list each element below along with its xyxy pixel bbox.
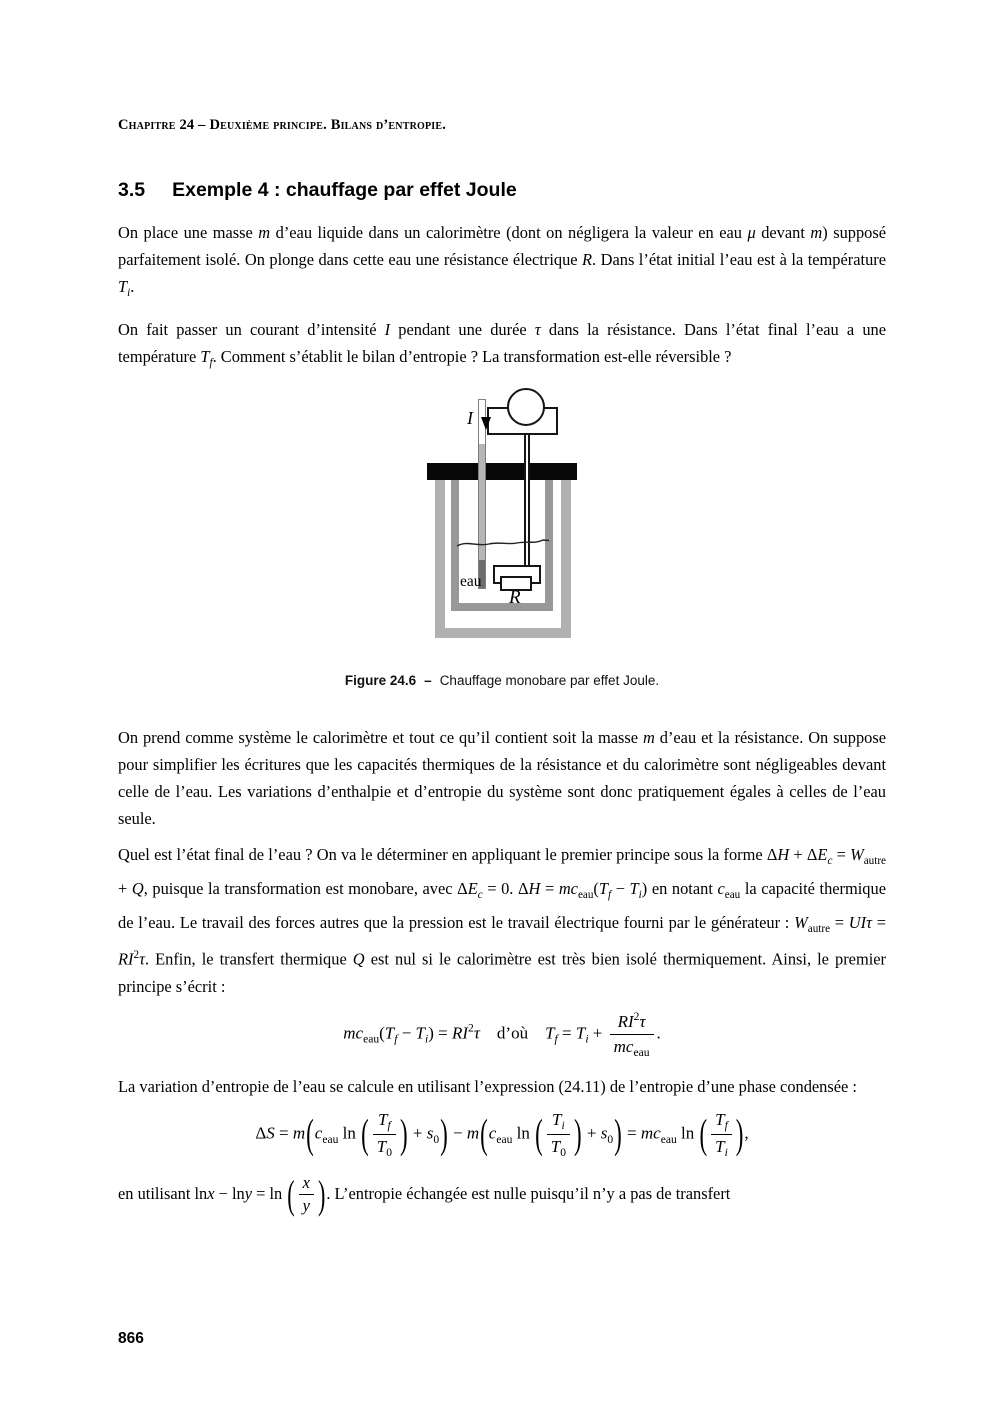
section-number: 3.5 [118, 179, 146, 201]
calorimeter-lid [427, 463, 577, 480]
water-label: eau [460, 572, 482, 590]
paragraph-system: On prend comme système le calorimètre et tout ce qu’il contient soit la masse m d’eau et la résistance. On suppose pour simplifier les écritures que les capacités thermiques de la résistance et du calorimètre sont négligeables devant celle de l’eau. Les variations d’enthalpie et d’entropie du système sont donc pratiquement égales à celles de l’eau seule. [118, 727, 886, 828]
running-header: Chapitre 24 – Deuxième principe. Bilans d’entropie. [118, 117, 447, 133]
paragraph-setup-1: On place une masse m d’eau liquide dans un calorimètre (dont on négligera la valeur en eau μ devant m) supposé parfaitement isolé. On plonge dans cette eau une résistance électrique R. Dans l’état initial l’eau est à la température $T_i$. [118, 223, 887, 299]
figure-caption [118, 673, 886, 688]
equation-final-temperature: $mc_{eau}(T_f - T_i) = RI^2\tau$ d’où $T_f = T_i$ + $RI^2\tau$ $mc_{eau}$ . [343, 1010, 661, 1059]
figure-caption-label: Figure 24.6 [344, 672, 417, 688]
section-heading [118, 179, 886, 202]
figure-caption-text: Chauffage monobare par effet Joule. [439, 672, 660, 688]
resistor-label: R [509, 586, 521, 608]
paragraph-entropy-intro: La variation d’entropie de l’eau se calcule en utilisant l’expression (24.11) de l’entropie d’une phase condensée : [118, 1076, 857, 1096]
current-arrow-icon [481, 417, 491, 430]
paragraph-entropy-exchange: en utilisant lnx − lny = ln ( $\frac{x}{y}$ ). L’entropie échangée est nulle puisqu’il n’y a pas de transfert [118, 1172, 731, 1218]
calorimeter-diagram [427, 387, 577, 643]
paragraph-setup-2: On fait passer un courant d’intensité I pendant une durée τ dans la résistance. Dans l’état final l’eau a une température $T_f$. Comment s’établit le bilan d’entropie ? La transformation est-elle réversible ? [118, 319, 886, 369]
generator-circle-icon [507, 388, 545, 426]
current-label: I [467, 407, 473, 428]
page-number: 866 [118, 1330, 144, 1347]
section-title: Exemple 4 : chauffage par effet Joule [172, 179, 517, 201]
figure-24-6 [118, 387, 886, 688]
paragraph-first-principle: Quel est l’état final de l’eau ? On va le déterminer en appliquant le premier principe sous la forme $\Delta H + \Delta E_c = W_{autre} + Q$, puisque la transformation est monobare, avec $\Delta E_c = 0$. $\Delta H = mc_{eau}(T_f - T_i)$ en notant $c_{eau}$ la capacité thermique de l’eau. Le travail des forces autres que la pression est le travail électrique fourni par le générateur : $W_{autre} = UI\tau = RI^2\tau$. Enfin, le transfert thermique Q est nul si le calorimètre est très bien isolé thermiquement. Ainsi, le premier principe s’écrit : [118, 844, 886, 997]
water-surface-line [457, 535, 549, 551]
figure-caption-dash: – [424, 672, 432, 688]
equation-entropy-variation: $\Delta S = m(c_{eau}$ ln ( $\frac{T_f}{T_0}$ ) + $s_0) - m(c_{eau}$ ln ( $\frac{T_i}{T_0}$ ) + $s_0) = mc_{eau}$ ln ( $\frac{T_f}{T_i}$ ), [255, 1109, 749, 1160]
